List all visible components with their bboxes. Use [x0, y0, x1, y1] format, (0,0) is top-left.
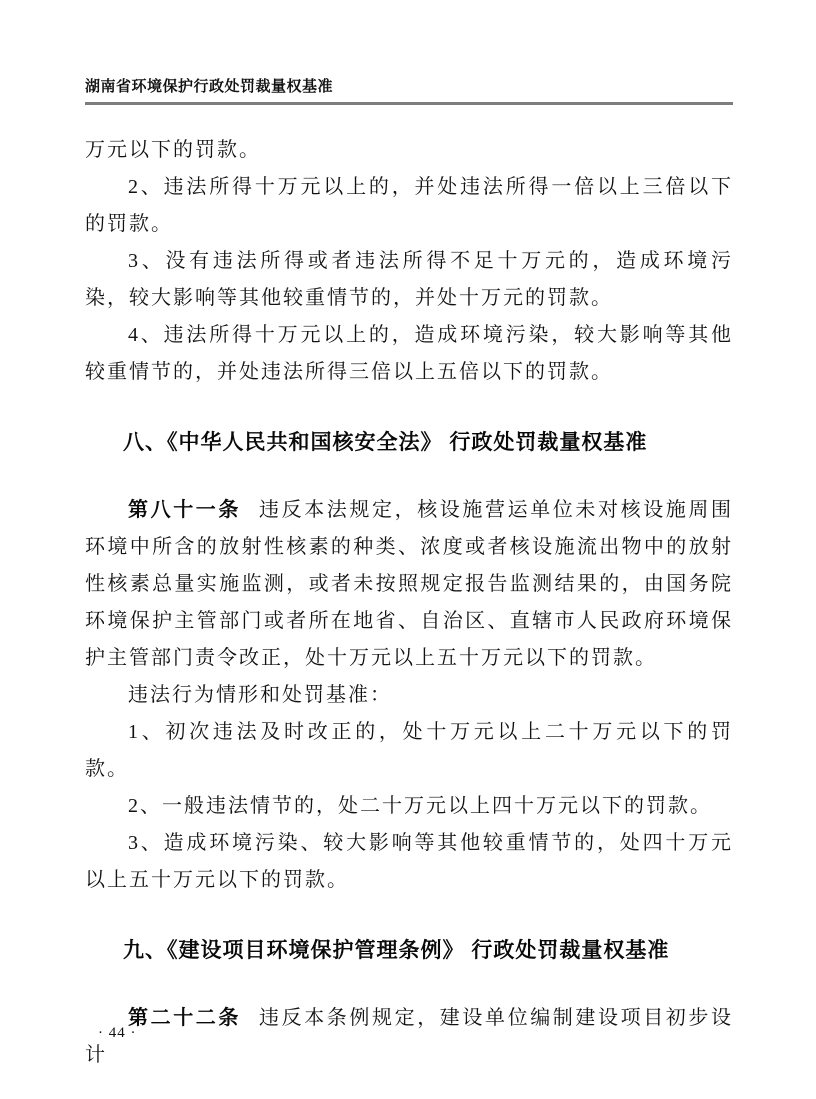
paragraph-item-2: 2、违法所得十万元以上的，并处违法所得一倍以上三倍以下的罚款。 — [85, 176, 733, 235]
article-paragraph-22 — [85, 1000, 733, 1074]
section-heading-8: 八、《中华人民共和国核安全法》 行政处罚裁量权基准 — [123, 431, 648, 454]
document-body — [85, 132, 733, 1074]
section-heading-9: 九、《建设项目环境保护管理条例》 行政处罚裁量权基准 — [123, 939, 670, 962]
paragraph-basis-label: 违法行为情形和处罚基准： — [128, 684, 392, 706]
paragraph-basis-item-3: 3、造成环境污染、较大影响等其他较重情节的，处四十万元以上五十万元以下的罚款。 — [85, 832, 733, 891]
article-text-22: 违反本条例规定，建设单位编制建设项目初步设计 — [85, 1007, 733, 1066]
paragraph-item-4: 4、违法所得十万元以上的，造成环境污染，较大影响等其他较重情节的，并处违法所得三倍以上五倍以下的罚款。 — [85, 324, 733, 383]
paragraph-basis-item-1: 1、初次违法及时改正的，处十万元以上二十万元以下的罚款。 — [85, 721, 733, 780]
article-number-22: 第二十二条 — [128, 1007, 241, 1029]
paragraph-item-3: 3、没有违法所得或者违法所得不足十万元的，造成环境污染，较大影响等其他较重情节的，并处十万元的罚款。 — [85, 250, 733, 309]
paragraph-continuation: 万元以下的罚款。 — [85, 139, 261, 161]
header-rule-divider — [85, 102, 733, 105]
page-number: · 44 · — [98, 1025, 137, 1041]
article-number-81: 第八十一条 — [128, 499, 241, 521]
paragraph-basis-item-2: 2、一般违法情节的，处二十万元以上四十万元以下的罚款。 — [128, 795, 712, 817]
article-text-81: 违反本法规定，核设施营运单位未对核设施周围环境中所含的放射性核素的种类、浓度或者核设施流出物中的放射性核素总量实施监测，或者未按照规定报告监测结果的，由国务院环境保护主管部门或者所在地省、自治区、直辖市人民政府环境保护主管部门责令改正，处十万元以上五十万元以下的罚款。 — [85, 499, 733, 669]
page-header — [85, 78, 733, 105]
article-paragraph-81 — [85, 492, 733, 677]
running-head-title: 湖南省环境保护行政处罚裁量权基准 — [85, 78, 334, 95]
